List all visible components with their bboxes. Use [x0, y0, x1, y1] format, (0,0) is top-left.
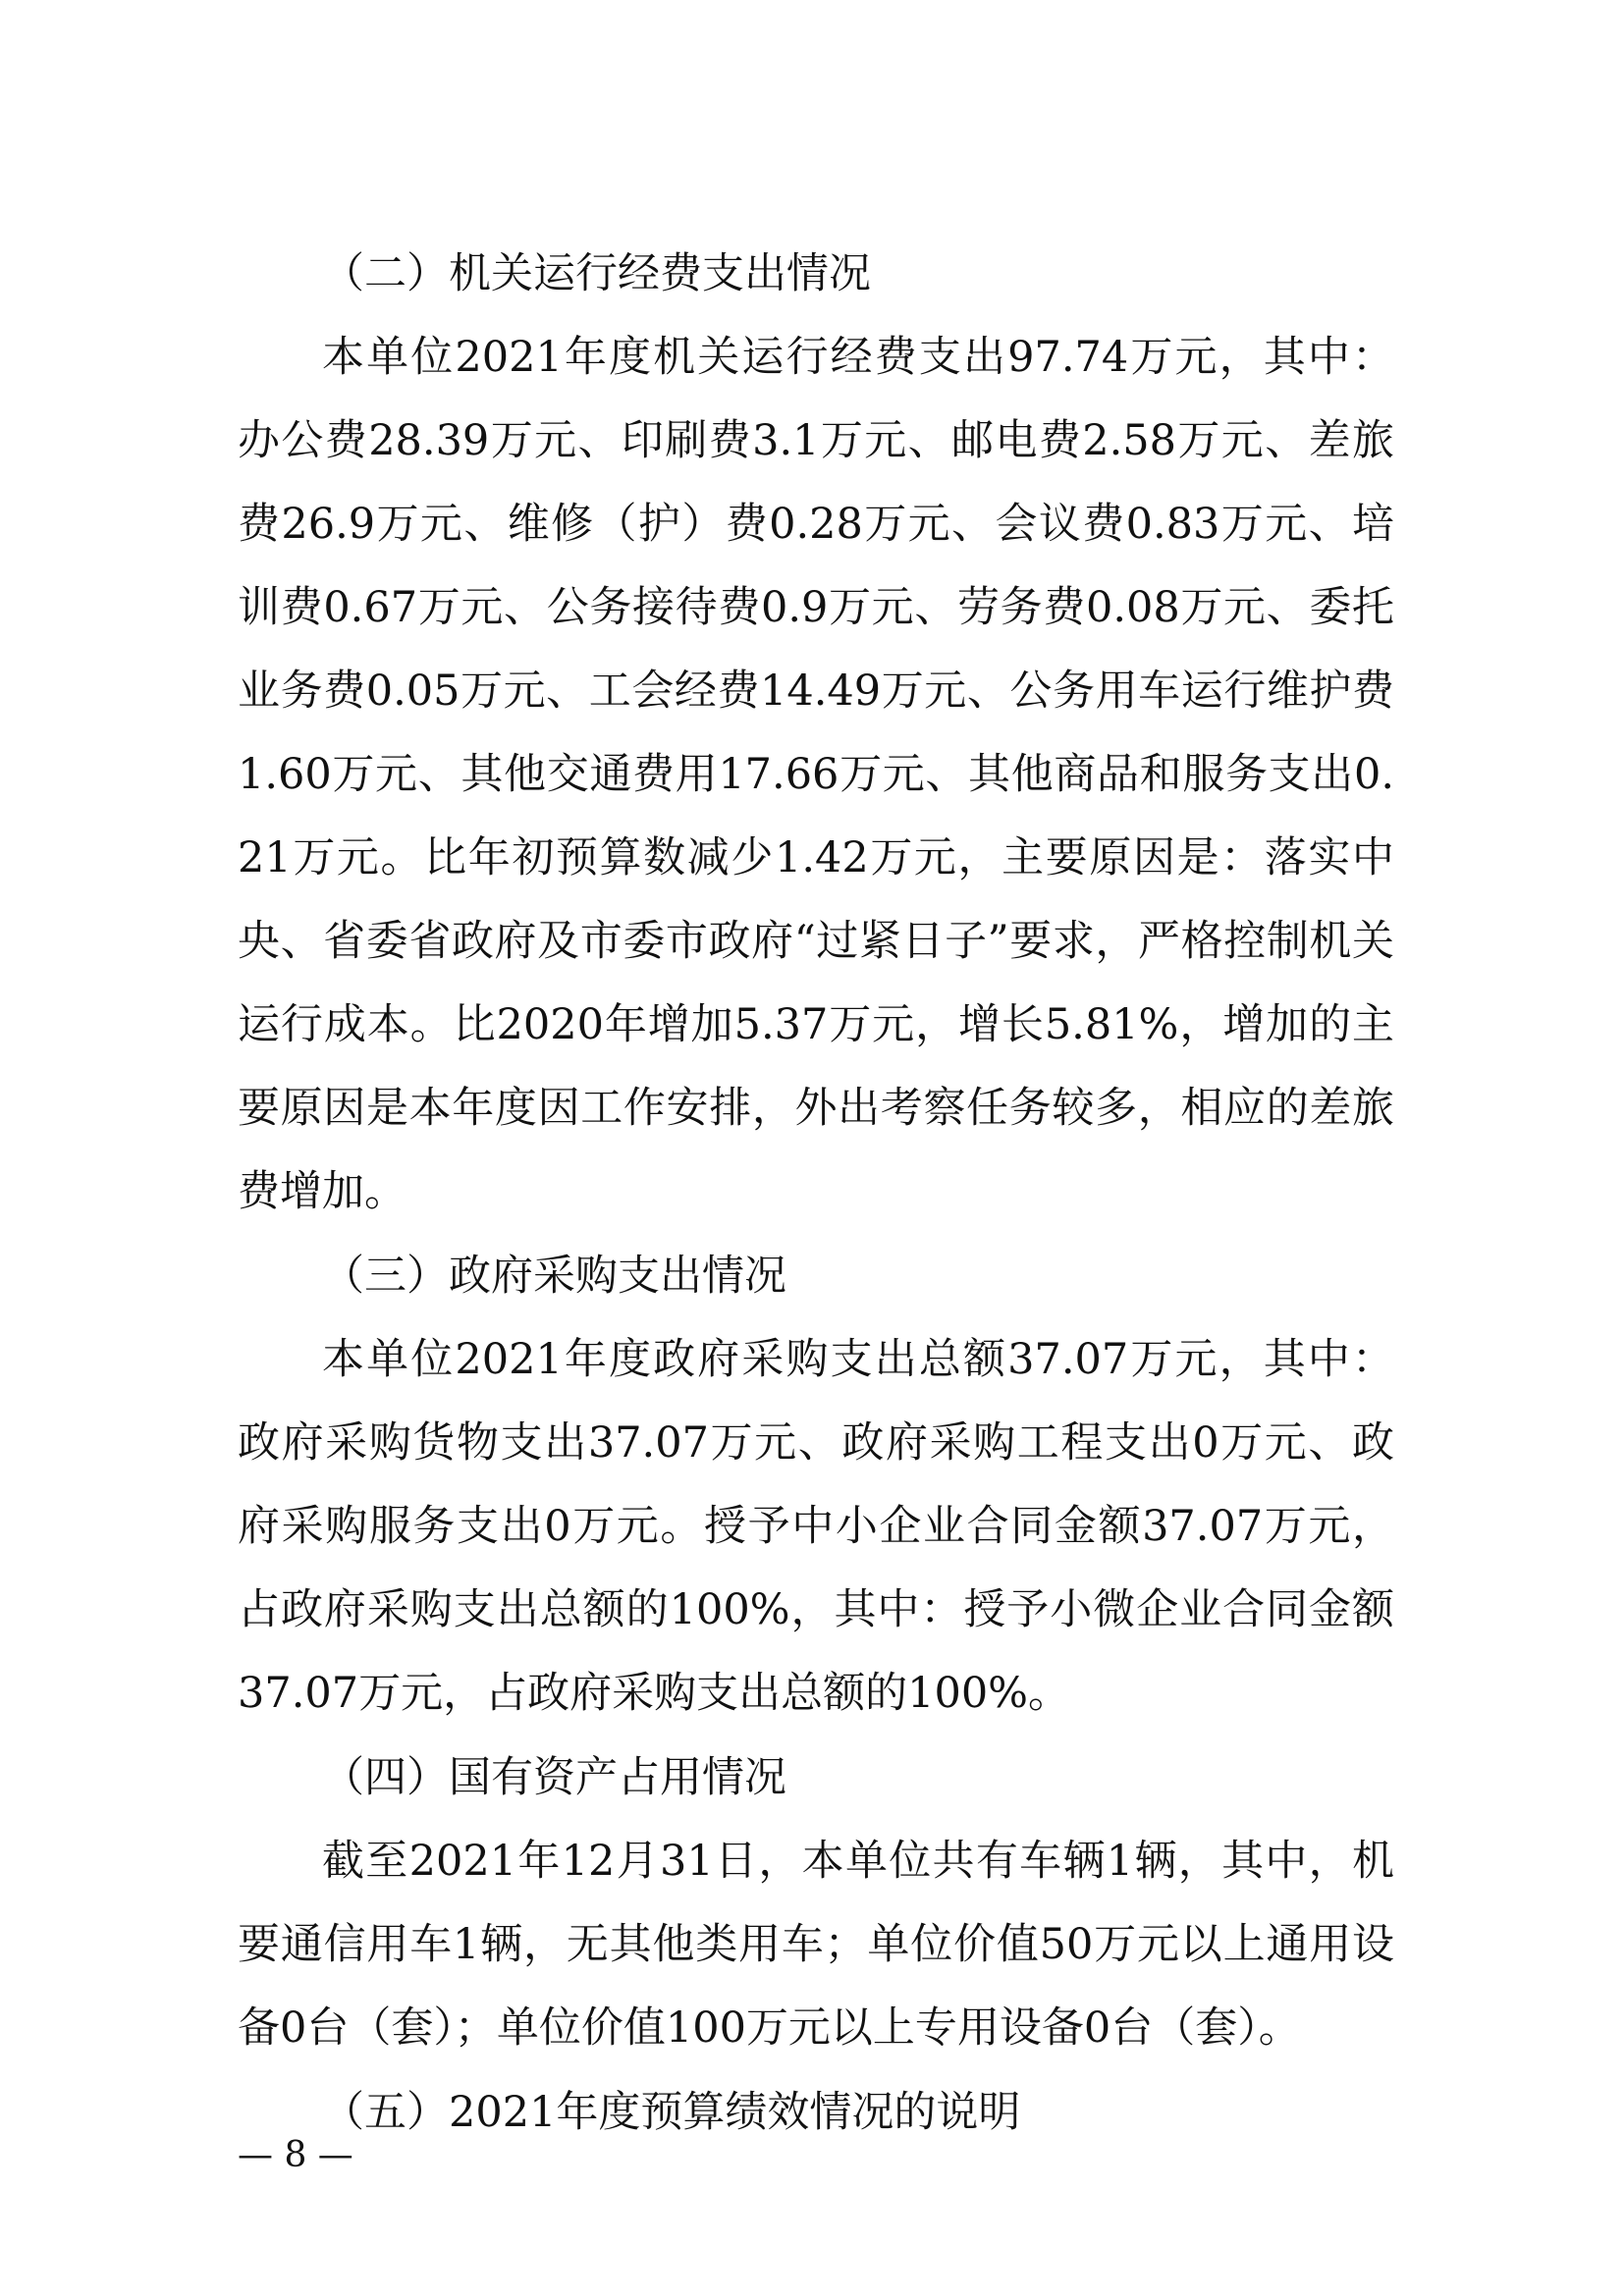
document-body — [238, 232, 1394, 2155]
section-heading-5: （五）2021年度预算绩效情况的说明 — [322, 2088, 1021, 2137]
section-heading-4: （四）国有资产占用情况 — [322, 1753, 786, 1802]
section-heading-2: （二）机关运行经费支出情况 — [322, 249, 871, 298]
page-number: — 8 — — [238, 2135, 353, 2175]
section-paragraph-2: 本单位2021年度机关运行经费支出97.74万元，其中：办公费28.39万元、印刷费3.1万元、邮电费2.58万元、差旅费26.9万元、维修（护）费0.28万元、会议费0.83万元、培训费0.67万元、公务接待费0.9万元、劳务费0.08万元、委托业务费0.05万元、工会经费14.49万元、公务用车运行维护费1.60万元、其他交通费用17.66万元、其他商品和服务支出0.21万元。比年初预算数减少1.42万元，主要原因是：落实中央、省委省政府及市委市政府“过紧日子”要求，严格控制机关运行成本。比2020年增加5.37万元，增长5.81%，增加的主要原因是本年度因工作安排，外出考察任务较多，相应的差旅费增加。 — [238, 333, 1394, 1216]
section-heading-3: （三）政府采购支出情况 — [322, 1252, 786, 1301]
section-paragraph-3: 本单位2021年度政府采购支出总额37.07万元，其中：政府采购货物支出37.07万元、政府采购工程支出0万元、政府采购服务支出0万元。授予中小企业合同金额37.07万元，占政府采购支出总额的100%，其中：授予小微企业合同金额37.07万元，占政府采购支出总额的100%。 — [238, 1335, 1394, 1718]
section-paragraph-4: 截至2021年12月31日，本单位共有车辆1辆，其中，机要通信用车1辆，无其他类用车；单位价值50万元以上通用设备0台（套）；单位价值100万元以上专用设备0台（套）。 — [238, 1837, 1394, 2053]
